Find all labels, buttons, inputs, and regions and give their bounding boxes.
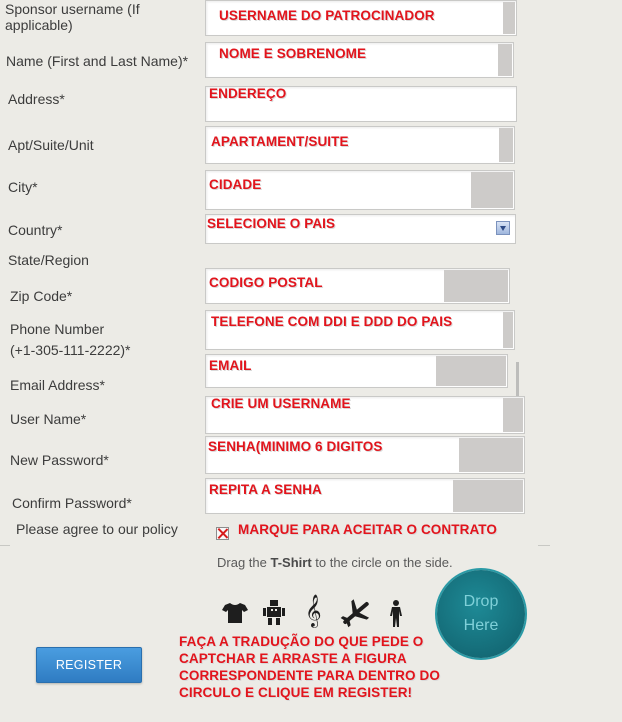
input-scroll-area <box>444 270 508 302</box>
treble-clef-icon[interactable]: 𝄞 <box>305 594 322 627</box>
captcha-hint-after: to the circle on the side. <box>311 555 453 570</box>
captcha-drop-target[interactable] <box>437 570 525 658</box>
name-annotation: NOME E SOBRENOME <box>219 46 367 61</box>
confirm-password-label: Confirm Password* <box>12 495 132 511</box>
name-label: Name (First and Last Name)* <box>6 53 189 69</box>
chevron-down-icon[interactable] <box>496 221 510 235</box>
address-label: Address* <box>8 91 65 107</box>
input-scroll-area <box>499 128 513 162</box>
robot-icon[interactable] <box>263 600 285 626</box>
country-annotation: SELECIONE O PAIS <box>207 216 336 231</box>
sponsor-label <box>5 0 140 34</box>
drop-label-line2: Here <box>463 617 499 634</box>
phone-label <box>10 320 131 359</box>
phone-label-line1: Phone Number <box>10 321 105 337</box>
policy-checkbox[interactable] <box>216 527 229 540</box>
apt-annotation: APARTAMENT/SUITE <box>211 134 349 149</box>
apt-label: Apt/Suite/Unit <box>8 137 94 153</box>
city-label: City* <box>8 179 38 195</box>
sponsor-annotation: USERNAME DO PATROCINADOR <box>219 8 435 23</box>
sponsor-label-line1: Sponsor username (If <box>5 1 140 17</box>
input-scroll-area <box>503 312 513 348</box>
address-annotation: ENDEREÇO <box>209 86 287 101</box>
scroll-stub <box>516 362 519 396</box>
captcha-hint-before: Drag the <box>217 555 271 570</box>
confirm-annotation: REPITA A SENHA <box>209 482 322 497</box>
drop-label-line1: Drop <box>463 593 499 610</box>
input-scroll-area <box>503 398 523 432</box>
airplane-icon[interactable] <box>340 598 372 628</box>
person-icon[interactable] <box>388 600 404 628</box>
zip-annotation: CODIGO POSTAL <box>209 275 323 290</box>
input-scroll-area <box>503 2 515 34</box>
phone-label-line2: (+1-305-111-2222)* <box>10 342 131 358</box>
captcha-annotation-line1: FAÇA A TRADUÇÃO DO QUE PEDE O <box>179 634 424 649</box>
captcha-hint <box>217 555 453 570</box>
input-scroll-area <box>471 172 513 208</box>
divider <box>538 545 550 546</box>
captcha-annotation-line2: CAPTCHAR E ARRASTE A FIGURA <box>179 651 407 666</box>
phone-annotation: TELEFONE COM DDI E DDD DO PAIS <box>211 314 453 329</box>
captcha-annotation-line3: CORRESPONDENTE PARA DENTRO DO <box>179 668 440 683</box>
captcha-hint-target: T-Shirt <box>270 555 312 570</box>
captcha-annotation-line4: CIRCULO E CLIQUE EM REGISTER! <box>179 685 413 700</box>
email-annotation: EMAIL <box>209 358 252 373</box>
captcha-annotation <box>179 633 440 701</box>
state-label: State/Region <box>8 252 89 268</box>
policy-annotation: MARQUE PARA ACEITAR O CONTRATO <box>238 522 497 537</box>
input-scroll-area <box>498 44 512 76</box>
register-button[interactable]: REGISTER <box>36 647 142 683</box>
divider <box>0 545 10 546</box>
password-annotation: SENHA(MINIMO 6 DIGITOS <box>208 439 383 454</box>
input-scroll-area <box>436 356 506 386</box>
t-shirt-icon[interactable] <box>222 602 248 624</box>
city-annotation: CIDADE <box>209 177 262 192</box>
email-label: Email Address* <box>10 377 105 393</box>
username-annotation: CRIE UM USERNAME <box>211 396 351 411</box>
input-scroll-area <box>453 480 523 512</box>
country-label: Country* <box>8 222 63 238</box>
policy-label: Please agree to our policy <box>16 521 178 537</box>
new-password-label: New Password* <box>10 452 109 468</box>
input-scroll-area <box>459 438 523 472</box>
zip-label: Zip Code* <box>10 288 73 304</box>
username-label: User Name* <box>10 411 87 427</box>
sponsor-label-line2: applicable) <box>5 17 73 33</box>
